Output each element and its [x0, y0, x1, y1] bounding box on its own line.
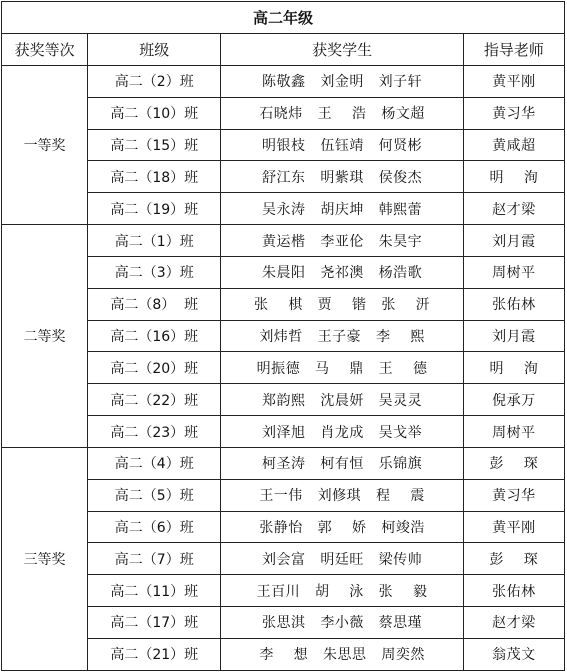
students-cell: 刘会富 明廷旺 梁传帅 [221, 543, 463, 575]
class-cell: 高二（19）班 [88, 193, 221, 225]
class-cell: 高二（5）班 [88, 479, 221, 511]
teacher-cell: 张佑林 [463, 288, 564, 320]
class-cell: 高二（6）班 [88, 511, 221, 543]
students-cell: 黄运楷 李亚伦 朱昊宇 [221, 225, 463, 257]
class-cell: 高二（8） 班 [88, 288, 221, 320]
table-title: 高二年级 [2, 2, 565, 34]
header-award: 获奖等次 [2, 34, 88, 66]
students-cell: 陈敬鑫 刘金明 刘子轩 [221, 66, 463, 98]
teacher-cell: 彭 琛 [463, 447, 564, 479]
award-level-cell: 一等奖 [2, 66, 88, 225]
header-students: 获奖学生 [221, 34, 463, 66]
class-cell: 高二（7）班 [88, 543, 221, 575]
award-level-cell: 三等奖 [2, 447, 88, 670]
students-cell: 刘泽旭 肖龙成 吴戈举 [221, 416, 463, 448]
class-cell: 高二（17）班 [88, 607, 221, 639]
teacher-cell: 赵才梁 [463, 607, 564, 639]
teacher-cell: 黄习华 [463, 97, 564, 129]
students-cell: 石晓炜 王 浩 杨文超 [221, 97, 463, 129]
teacher-cell: 翁茂文 [463, 638, 564, 670]
class-cell: 高二（15）班 [88, 129, 221, 161]
award-table [1, 1, 565, 671]
award-level-cell: 二等奖 [2, 225, 88, 448]
students-cell: 李 想 朱思思 周奕然 [221, 638, 463, 670]
teacher-cell: 张佑林 [463, 575, 564, 607]
class-cell: 高二（16）班 [88, 320, 221, 352]
students-cell: 明振德 马 鼎 王 德 [221, 352, 463, 384]
class-cell: 高二（23）班 [88, 416, 221, 448]
students-cell: 王百川 胡 泳 张 毅 [221, 575, 463, 607]
class-cell: 高二（1）班 [88, 225, 221, 257]
teacher-cell: 周树平 [463, 256, 564, 288]
students-cell: 张 棋 贾 锴 张 汧 [221, 288, 463, 320]
teacher-cell: 刘月霞 [463, 225, 564, 257]
students-cell: 舒江东 明紫琪 侯俊杰 [221, 161, 463, 193]
students-cell: 刘炜哲 王子豪 李 熙 [221, 320, 463, 352]
teacher-cell: 周树平 [463, 416, 564, 448]
students-cell: 王一伟 刘修琪 程 震 [221, 479, 463, 511]
header-row [2, 34, 565, 66]
students-cell: 张思淇 李小薇 蔡思瑾 [221, 607, 463, 639]
table-row [2, 447, 565, 479]
class-cell: 高二（20）班 [88, 352, 221, 384]
teacher-cell: 黄平刚 [463, 511, 564, 543]
teacher-cell: 黄平刚 [463, 66, 564, 98]
table-body [2, 66, 565, 671]
class-cell: 高二（18）班 [88, 161, 221, 193]
teacher-cell: 赵才梁 [463, 193, 564, 225]
header-teacher: 指导老师 [463, 34, 564, 66]
class-cell: 高二（21）班 [88, 638, 221, 670]
class-cell: 高二（2）班 [88, 66, 221, 98]
students-cell: 吴永涛 胡庆坤 韩熙蕾 [221, 193, 463, 225]
students-cell: 张静怡 郭 娇 柯竣浩 [221, 511, 463, 543]
class-cell: 高二（10）班 [88, 97, 221, 129]
teacher-cell: 黄咸超 [463, 129, 564, 161]
teacher-cell: 黄习华 [463, 479, 564, 511]
students-cell: 朱晨阳 尧祁澳 杨浩歌 [221, 256, 463, 288]
students-cell: 柯圣涛 柯有恒 乐锦旗 [221, 447, 463, 479]
teacher-cell: 彭 琛 [463, 543, 564, 575]
class-cell: 高二（11）班 [88, 575, 221, 607]
title-row [2, 2, 565, 34]
teacher-cell: 刘月霞 [463, 320, 564, 352]
teacher-cell: 明 洵 [463, 352, 564, 384]
class-cell: 高二（22）班 [88, 384, 221, 416]
class-cell: 高二（4）班 [88, 447, 221, 479]
table-row [2, 66, 565, 98]
students-cell: 郑韵熙 沈晨妍 吴灵灵 [221, 384, 463, 416]
teacher-cell: 倪承万 [463, 384, 564, 416]
header-class: 班级 [88, 34, 221, 66]
students-cell: 明银枝 伍钰靖 何贤彬 [221, 129, 463, 161]
class-cell: 高二（3）班 [88, 256, 221, 288]
table-row [2, 225, 565, 257]
teacher-cell: 明 洵 [463, 161, 564, 193]
